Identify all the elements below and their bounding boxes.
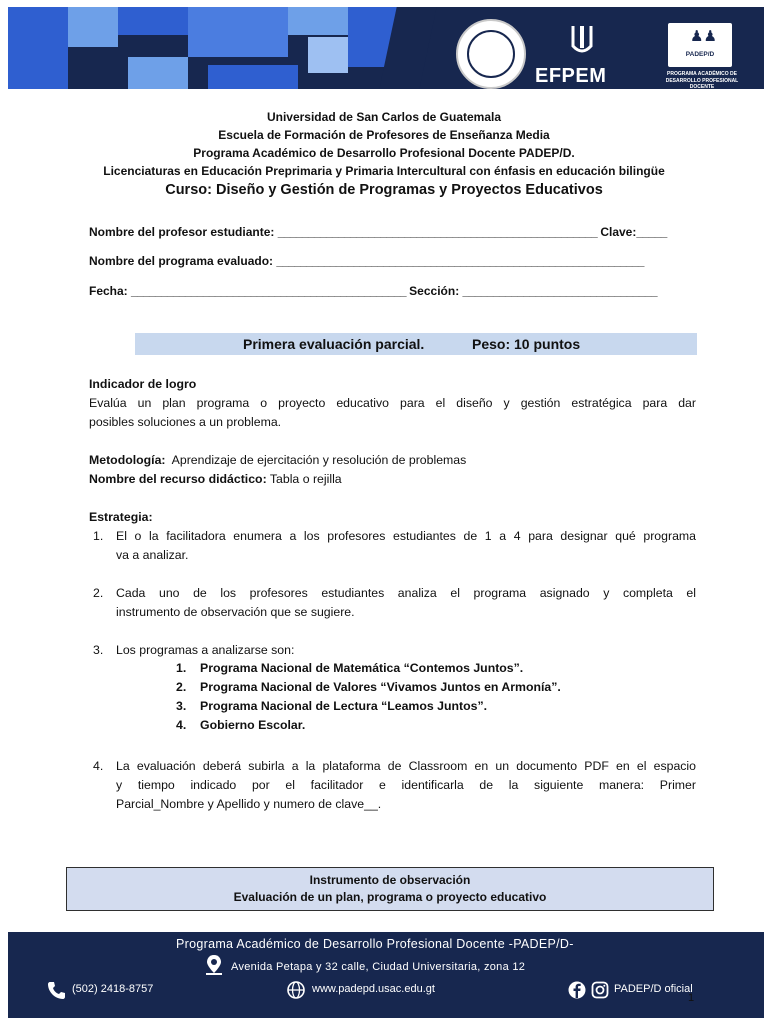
banner-block — [128, 57, 188, 89]
student-name-label: Nombre del profesor estudiante: — [89, 225, 275, 239]
program-text: Programa Nacional de Lectura “Leamos Juntos”. — [200, 699, 488, 713]
facebook-icon[interactable] — [568, 981, 586, 999]
padep-logo-caption: PROGRAMA ACADÉMICO DE DESARROLLO PROFESIONAL DOCENTE — [665, 71, 739, 89]
student-name-blank: _____________________________________________________ — [277, 225, 597, 239]
phone-icon — [46, 980, 66, 1000]
section-blank: ________________________________ — [462, 284, 657, 298]
program-evaluated-field[interactable] — [89, 254, 644, 268]
section-label: Sección: — [409, 284, 460, 298]
strategy-item-line: y tiempo indicado por el facilitador e identificarla de la siguiente manera: Primer — [116, 778, 696, 792]
strategy-heading: Estrategia: — [89, 510, 153, 524]
location-pin-icon — [204, 954, 224, 976]
strategy-item-line: Cada uno de los profesores estudiantes analiza el programa asignado y completa el — [116, 586, 696, 600]
program-list-item — [176, 661, 523, 675]
observation-instrument-box — [66, 867, 714, 911]
instagram-icon[interactable] — [591, 981, 609, 999]
indicator-line: posibles soluciones a un problema. — [89, 415, 282, 429]
strategy-item-number: 3. — [93, 643, 104, 657]
footer-website[interactable]: www.padepd.usac.edu.gt — [312, 983, 435, 995]
date-label: Fecha: — [89, 284, 128, 298]
strategy-item-line: La evaluación deberá subirla a la plataforma de Classroom en un documento PDF en el espacio — [116, 759, 696, 773]
globe-icon — [286, 980, 306, 1000]
program-list-item — [176, 680, 561, 694]
instrument-title: Instrumento de observación — [309, 873, 471, 887]
banner-block — [8, 7, 68, 89]
school-name: Escuela de Formación de Profesores de Enseñanza Media — [218, 128, 550, 142]
evaluation-weight: Peso: 10 puntos — [472, 336, 581, 352]
methodology-value: Aprendizaje de ejercitación y resolución de problemas — [171, 453, 467, 467]
methodology-label: Metodología: — [89, 453, 166, 467]
indicator-line: Evalúa un plan programa o proyecto educativo para el diseño y gestión estratégica para dar — [89, 396, 696, 410]
student-name-field[interactable] — [89, 225, 667, 239]
evaluation-banner — [135, 333, 697, 355]
program-evaluated-blank: ______________________________________________________________ — [276, 254, 644, 268]
footer-social[interactable]: PADEP/D oficial — [614, 983, 693, 995]
page-number: 1 — [688, 992, 695, 1004]
program-evaluated-label: Nombre del programa evaluado: — [89, 254, 274, 268]
banner-block — [208, 65, 298, 89]
date-blank: ______________________________________________ — [131, 284, 406, 298]
banner-block — [68, 7, 118, 47]
resource-value: Tabla o rejilla — [269, 472, 342, 486]
program-list-item — [176, 718, 305, 732]
efpem-logo-icon — [567, 24, 597, 58]
university-seal-icon — [456, 19, 526, 89]
strategy-item-line: Los programas a analizarse son: — [116, 643, 295, 657]
footer-banner — [8, 932, 764, 1018]
resource-label: Nombre del recurso didáctico: — [89, 472, 267, 486]
university-name: Universidad de San Carlos de Guatemala — [266, 110, 502, 124]
program-number: 3. — [176, 699, 187, 713]
banner-block — [188, 7, 288, 57]
clave-label: Clave: — [600, 225, 637, 239]
date-section-field[interactable] — [89, 284, 657, 298]
padep-logo-label: PADEP/D — [685, 51, 715, 58]
banner-block — [288, 7, 348, 35]
footer-address: Avenida Petapa y 32 calle, Ciudad Universitaria, zona 12 — [231, 961, 526, 973]
degree-name: Licenciaturas en Educación Preprimaria y Primaria Intercultural con énfasis en educación bilingüe — [103, 164, 665, 178]
strategy-item-line: va a analizar. — [116, 548, 189, 562]
banner-block — [68, 47, 128, 89]
resource-row — [89, 470, 342, 489]
strategy-item-number: 1. — [93, 529, 104, 543]
program-number: 4. — [176, 718, 187, 732]
program-text: Gobierno Escolar. — [200, 718, 306, 732]
padep-logo — [668, 23, 732, 67]
strategy-item-line: instrumento de observación que se sugiere. — [116, 605, 355, 619]
course-title: Curso: Diseño y Gestión de Programas y Proyectos Educativos — [165, 182, 603, 198]
footer-phone[interactable]: (502) 2418-8757 — [72, 983, 154, 995]
instrument-subtitle: Evaluación de un plan, programa o proyecto educativo — [233, 890, 547, 904]
evaluation-title: Primera evaluación parcial. — [243, 336, 425, 352]
efpem-logo-text: EFPEM — [535, 65, 607, 87]
strategy-item-number: 2. — [93, 586, 104, 600]
program-text: Programa Nacional de Matemática “Contemos Juntos”. — [200, 661, 524, 675]
banner-block — [118, 7, 188, 35]
banner-block — [308, 37, 348, 73]
footer-title: Programa Académico de Desarrollo Profesional Docente -PADEP/D- — [176, 937, 574, 951]
strategy-item-line: El o la facilitadora enumera a los profesores estudiantes de 1 a 4 para designar qué programa — [116, 529, 696, 543]
program-number: 1. — [176, 661, 187, 675]
strategy-item-number: 4. — [93, 759, 104, 773]
program-list-item — [176, 699, 487, 713]
indicator-heading: Indicador de logro — [89, 377, 197, 391]
strategy-item-line: Parcial_Nombre y Apellido y numero de clave__. — [116, 797, 382, 811]
methodology-row — [89, 451, 466, 470]
program-number: 2. — [176, 680, 187, 694]
header-banner — [8, 7, 764, 89]
clave-blank: _____ — [636, 225, 667, 239]
people-icon: ♟♟ — [690, 28, 717, 45]
program-name: Programa Académico de Desarrollo Profesional Docente PADEP/D. — [193, 146, 575, 160]
program-text: Programa Nacional de Valores “Vivamos Juntos en Armonía”. — [200, 680, 561, 694]
